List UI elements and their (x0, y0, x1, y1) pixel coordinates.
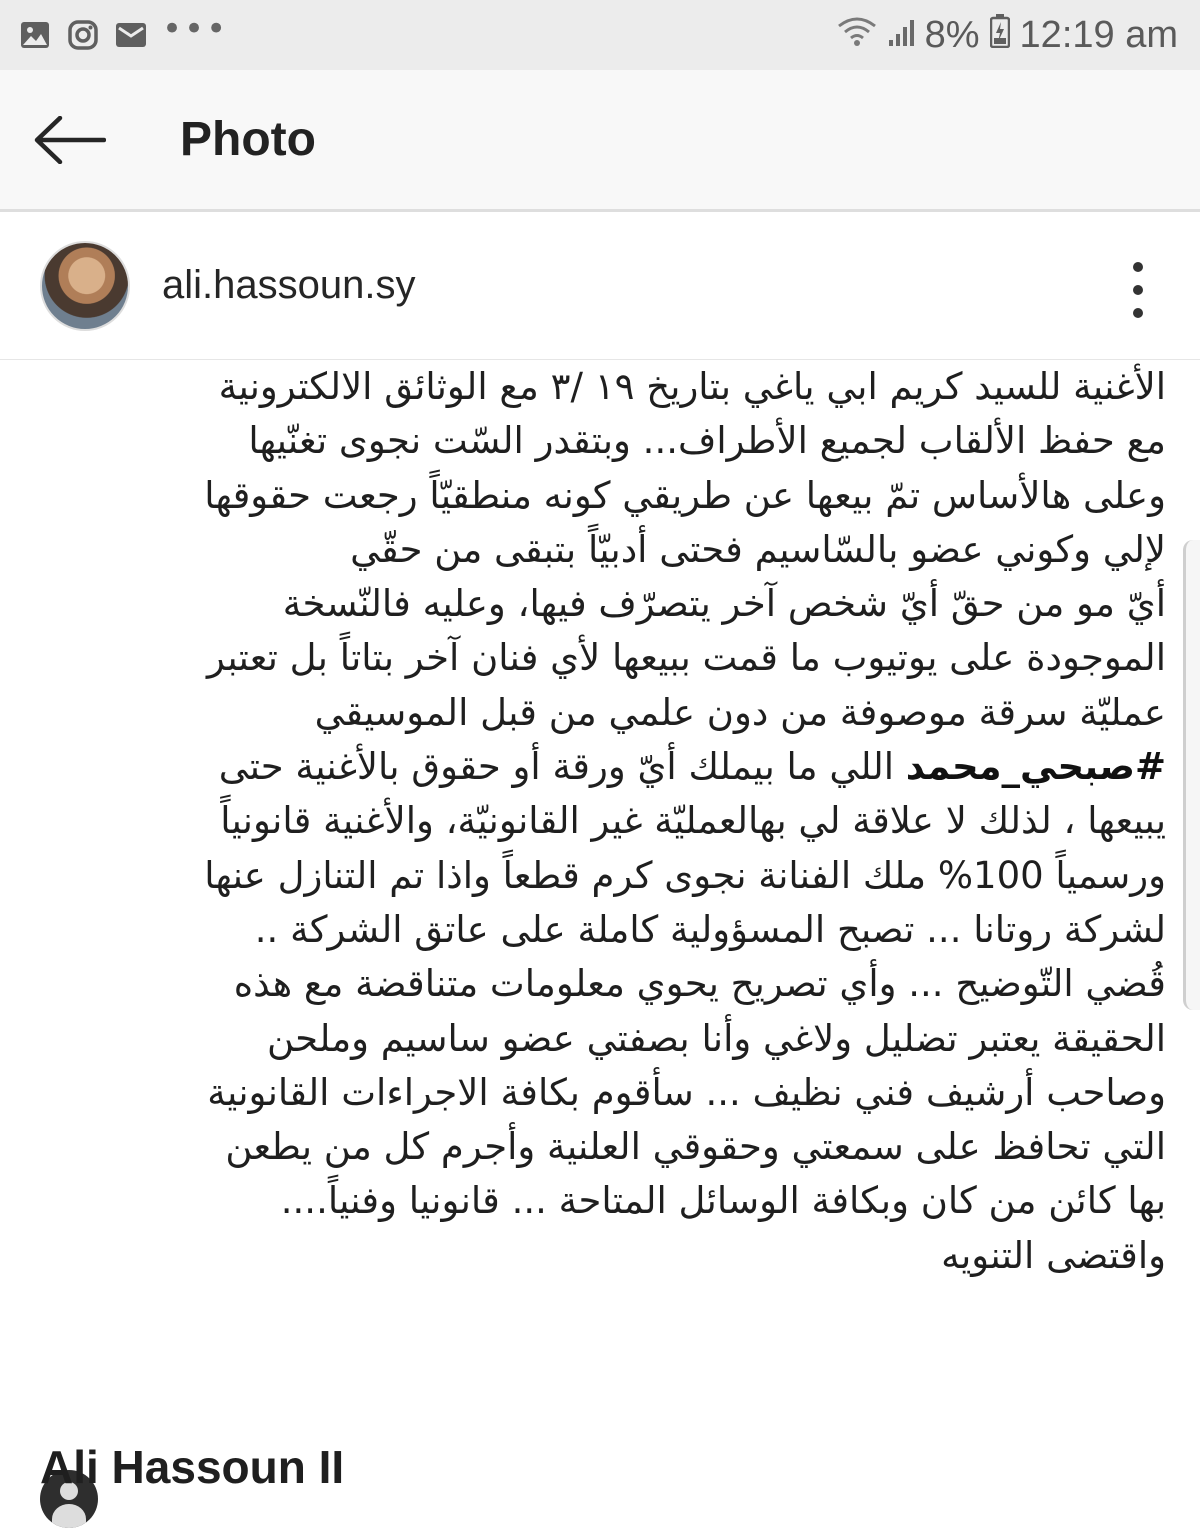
caption-line: الحقيقة يعتبر تضليل ولاغي وأنا بصفتي عضو ساسيم وملحن (267, 1016, 1166, 1060)
back-button[interactable] (34, 116, 106, 164)
post-username[interactable]: ali.hassoun.sy (162, 263, 416, 307)
clock: 12:19 am (1019, 13, 1178, 56)
post-caption (30, 360, 1166, 1283)
caption-line: قُضي التّوضيح ... وأي تصريح يحوي معلومات متناقضة مع هذه (233, 962, 1166, 1006)
caption-line: التي تحافظ على سمعتي وحقوقي العلنية وأجرم كل من يطعن (225, 1125, 1166, 1169)
more-notifications-icon: ••• (162, 9, 229, 49)
caption-line: أيّ مو من حقّ أيّ شخص آخر يتصرّف فيها، وعليه فالنّسخة (282, 582, 1166, 626)
caption-line: عمليّة سرقة موصوفة من دون علمي من قبل الموسيقي (314, 690, 1166, 734)
page-title: Photo (180, 113, 316, 166)
instagram-icon (66, 18, 100, 52)
caption-line-rest: اللي ما بيملك أيّ ورقة أو حقوق بالأغنية حتى (218, 745, 906, 789)
status-bar-notifications (18, 9, 229, 52)
battery-icon (990, 13, 1010, 57)
caption-line: واقتضى التنويه (941, 1233, 1166, 1277)
more-options-icon (1133, 262, 1143, 272)
scrollbar[interactable] (1183, 540, 1200, 1010)
avatar[interactable] (40, 241, 130, 331)
more-options-button[interactable] (1128, 262, 1148, 318)
caption-line: وعلى هالأساس تمّ بيعها عن طريقي كونه منطقيّاً رجعت حقوقها (204, 473, 1166, 517)
wifi-icon (837, 13, 877, 57)
app-bar (0, 70, 1200, 212)
footer-name: Ali Hassoun II (40, 1441, 345, 1493)
hashtag-link[interactable]: #صبحي_محمد (905, 745, 1166, 789)
caption-line: يبيعها ، لذلك لا علاقة لي بهالعمليّة غير القانونيّة، والأغنية قانونياً (220, 799, 1166, 843)
arrow-left-icon (34, 116, 106, 164)
mail-icon (114, 18, 148, 52)
caption-line: الموجودة على يوتيوب ما قمت ببيعها لأي فنان آخر بتاتاً بل تعتبر (206, 636, 1166, 680)
caption-line: بها كائن من كان وبكافة الوسائل المتاحة ... قانونيا وفنياً.... (280, 1179, 1166, 1223)
caption-line: وصاحب أرشيف فني نظيف ... سأقوم بكافة الاجراءات القانونية (207, 1070, 1166, 1114)
caption-line: لإلي وكوني عضو بالسّاسيم فحتى أدبيّاً بتبقى من حقّي (350, 527, 1166, 571)
post-header (0, 212, 1200, 360)
caption-line: الأغنية للسيد كريم ابي ياغي بتاريخ ١٩ /٣ مع الوثائق الالكترونية (218, 365, 1166, 408)
caption-line: لشركة روتانا ... تصبح المسؤولية كاملة على عاتق الشركة .. (254, 907, 1166, 951)
caption-line: مع حفظ الألقاب لجميع الأطراف... وبتقدر السّت نجوى تغنّيها (248, 419, 1166, 463)
caption-line-hashtag (30, 740, 1166, 794)
gallery-icon (18, 18, 52, 52)
status-bar (0, 0, 1200, 70)
signal-icon (887, 13, 915, 57)
battery-percent: 8% (924, 13, 980, 56)
status-bar-system (837, 13, 1178, 57)
caption-line: ورسمياً 100% ملك الفنانة نجوى كرم قطعاً واذا تم التنازل عنها (204, 853, 1166, 897)
